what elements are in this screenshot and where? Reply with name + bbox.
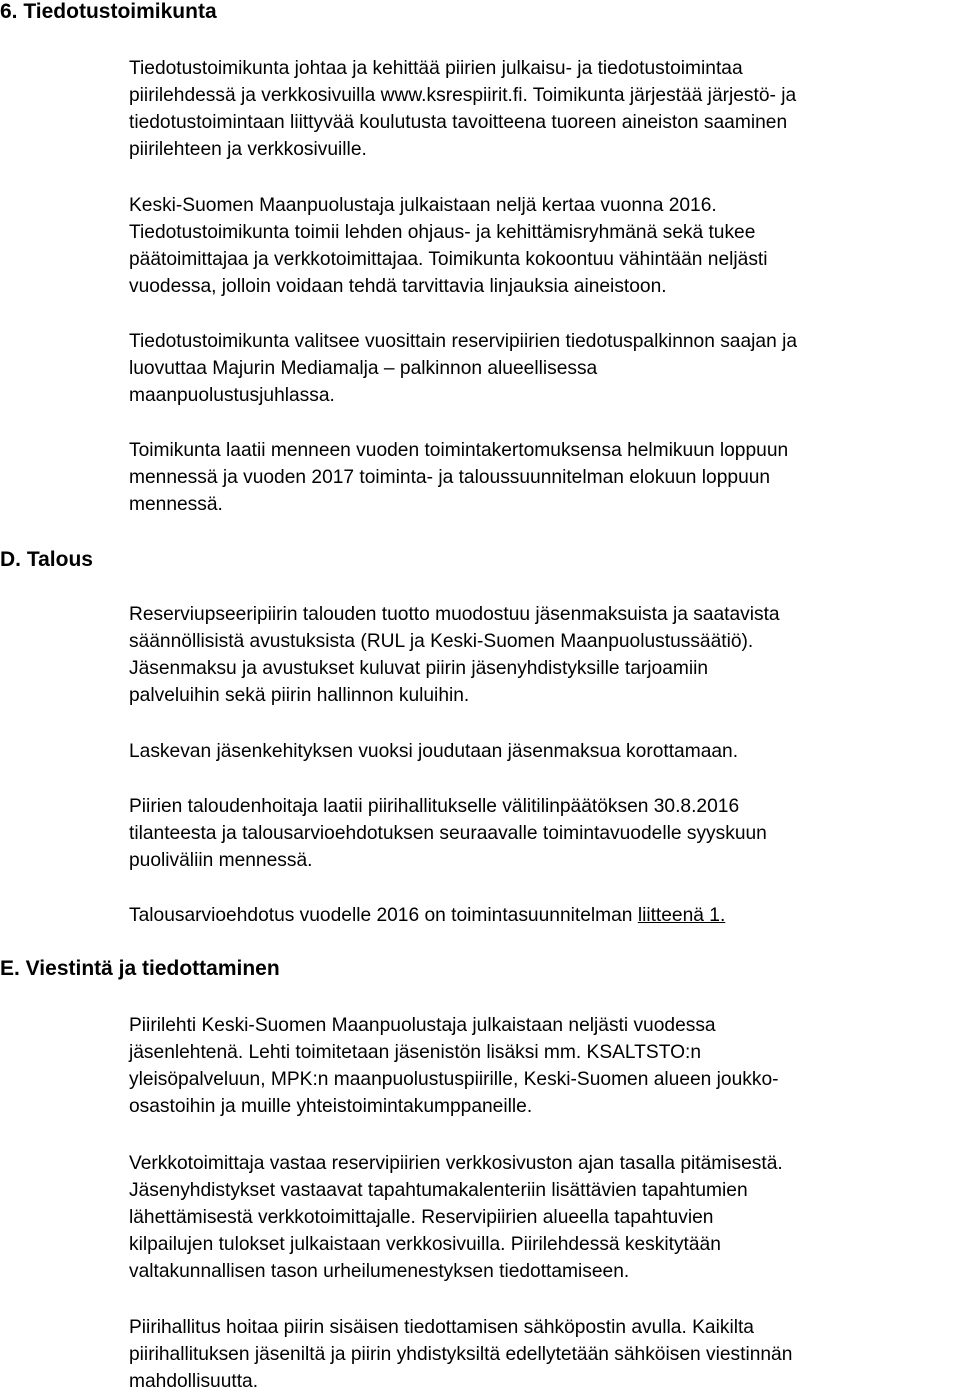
text-line: tilanteesta ja talousarvioehdotuksen seuraavalle toimintavuodelle syyskuun xyxy=(129,823,767,844)
text-line: osastoihin ja muille yhteistoimintakumppaneille. xyxy=(129,1096,533,1117)
paragraph xyxy=(129,437,955,518)
text-segment: Talousarvioehdotus vuodelle 2016 on toimintasuunnitelman xyxy=(129,905,638,926)
text-line: säännöllisistä avustuksista (RUL ja Keski-Suomen Maanpuolustussäätiö). xyxy=(129,631,754,652)
text-line: kilpailujen tulokset julkaistaan verkkosivuilla. Piirilehdessä keskitytään xyxy=(129,1234,721,1255)
section-heading-viestinta: E. Viestintä ja tiedottaminen xyxy=(0,957,280,980)
text-line: piirilehdessä ja verkkosivuilla www.ksrespiirit.fi. Toimikunta järjestää järjestö- ja xyxy=(129,85,797,106)
text-line: yleisöpalveluun, MPK:n maanpuolustuspiirille, Keski-Suomen alueen joukko- xyxy=(129,1069,779,1090)
text-line: Jäsenmaksu ja avustukset kuluvat piirin jäsenyhdistyksille tarjoamiin xyxy=(129,658,709,679)
text-line: Toimikunta laatii menneen vuoden toimintakertomuksensa helmikuun loppuun xyxy=(129,440,789,461)
text-line: maanpuolustusjuhlassa. xyxy=(129,385,335,406)
text-line: vuodessa, jolloin voidaan tehdä tarvittavia linjauksia aineistoon. xyxy=(129,276,667,297)
paragraph xyxy=(129,192,955,300)
paragraph xyxy=(129,1012,955,1120)
text-line: jäsenlehtenä. Lehti toimitetaan jäsenistön lisäksi mm. KSALTSTO:n xyxy=(129,1042,701,1063)
text-line: Piirihallitus hoitaa piirin sisäisen tiedottamisen sähköpostin avulla. Kaikilta xyxy=(129,1317,754,1338)
text-line: mennessä ja vuoden 2017 toiminta- ja taloussuunnitelman elokuun loppuun xyxy=(129,467,771,488)
text-line: valtakunnallisen tason urheilumenestyksen tiedottamiseen. xyxy=(129,1261,630,1282)
attachment-link[interactable]: liitteenä 1. xyxy=(637,905,726,926)
paragraph xyxy=(129,601,955,709)
paragraph xyxy=(129,1314,955,1395)
paragraph xyxy=(129,1150,955,1285)
paragraph xyxy=(129,793,955,874)
text-line: piirihallituksen jäseniltä ja piirin yhdistyksiltä edellytetään sähköisen viestinnän xyxy=(129,1344,793,1365)
text-line: piirilehteen ja verkkosivuille. xyxy=(129,139,367,160)
text-line: Piirilehti Keski-Suomen Maanpuolustaja julkaistaan neljästi vuodessa xyxy=(129,1015,716,1036)
text-line: Reserviupseeripiirin talouden tuotto muodostuu jäsenmaksuista ja saatavista xyxy=(129,604,780,625)
text-line: Laskevan jäsenkehityksen vuoksi joudutaan jäsenmaksua korottamaan. xyxy=(129,741,739,762)
section-heading-tiedotustoimikunta: 6. Tiedotustoimikunta xyxy=(0,0,217,23)
text-line: Tiedotustoimikunta toimii lehden ohjaus- ja kehittämisryhmänä sekä tukee xyxy=(129,222,756,243)
text-line: mennessä. xyxy=(129,494,223,515)
paragraph xyxy=(129,902,955,929)
paragraph xyxy=(129,738,955,765)
text-line: mahdollisuutta. xyxy=(129,1371,259,1392)
text-line: palveluihin sekä piirin hallinnon kuluihin. xyxy=(129,685,470,706)
text-line xyxy=(129,902,955,929)
text-line: Jäsenyhdistykset vastaavat tapahtumakalenteriin lisättävien tapahtumien xyxy=(129,1180,748,1201)
paragraph xyxy=(129,328,955,409)
text-line: Verkkotoimittaja vastaa reservipiirien verkkosivuston ajan tasalla pitämisestä. xyxy=(129,1153,783,1174)
section-heading-talous: D. Talous xyxy=(0,548,93,571)
text-line: puoliväliin mennessä. xyxy=(129,850,313,871)
text-line: luovuttaa Majurin Mediamalja – palkinnon alueellisessa xyxy=(129,358,598,379)
text-line: Keski-Suomen Maanpuolustaja julkaistaan neljä kertaa vuonna 2016. xyxy=(129,195,717,216)
text-line: lähettämisestä verkkotoimittajalle. Reservipiirien alueella tapahtuvien xyxy=(129,1207,714,1228)
paragraph xyxy=(129,55,955,163)
text-line: Tiedotustoimikunta valitsee vuosittain reservipiirien tiedotuspalkinnon saajan ja xyxy=(129,331,798,352)
text-line: Piirien taloudenhoitaja laatii piirihallitukselle välitilinpäätöksen 30.8.2016 xyxy=(129,796,740,817)
text-line: Tiedotustoimikunta johtaa ja kehittää piirien julkaisu- ja tiedotustoimintaa xyxy=(129,58,743,79)
text-line: tiedotustoimintaan liittyvää koulutusta tavoitteena tuoreen aineiston saaminen xyxy=(129,112,788,133)
text-line: päätoimittajaa ja verkkotoimittajaa. Toimikunta kokoontuu vähintään neljästi xyxy=(129,249,768,270)
